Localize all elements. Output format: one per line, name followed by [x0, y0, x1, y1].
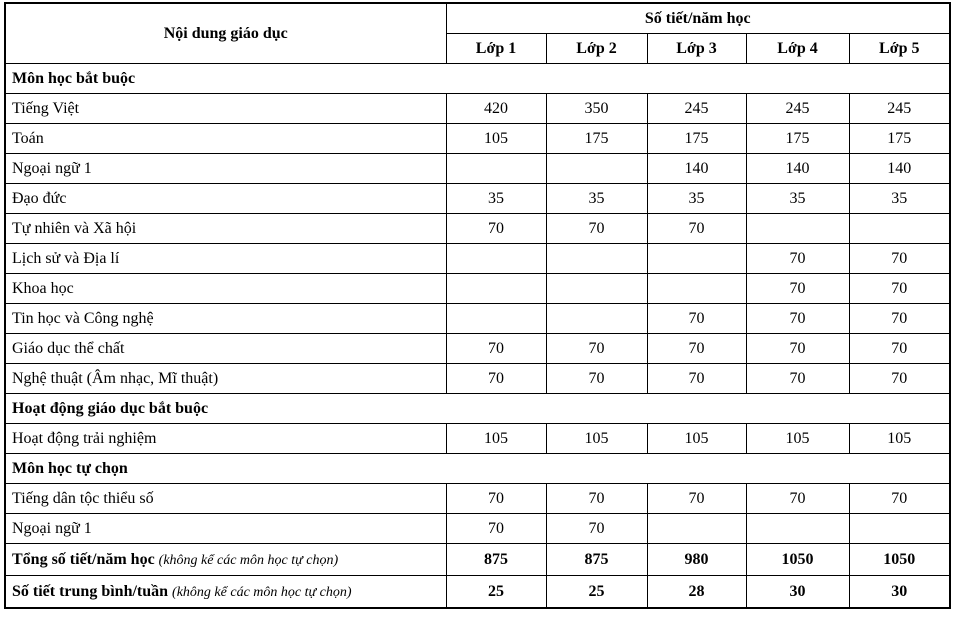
- cell-value: [746, 214, 849, 244]
- cell-value: [446, 304, 546, 334]
- total-year-row: [5, 544, 950, 576]
- cell-value: 70: [647, 484, 746, 514]
- cell-value: 350: [546, 94, 647, 124]
- subject-name: Lịch sử và Địa lí: [5, 244, 446, 274]
- total-year-note: (không kể các môn học tự chọn): [158, 552, 339, 568]
- cell-value: 70: [546, 484, 647, 514]
- subject-name: Khoa học: [5, 274, 446, 304]
- total-value: 875: [546, 544, 647, 576]
- table-row: [5, 124, 950, 154]
- subject-name: Tin học và Công nghệ: [5, 304, 446, 334]
- header-grade-3: Lớp 3: [647, 34, 746, 64]
- curriculum-table: [4, 2, 951, 609]
- cell-value: [546, 274, 647, 304]
- subject-name: Hoạt động trải nghiệm: [5, 424, 446, 454]
- table-row: [5, 424, 950, 454]
- cell-value: 35: [746, 184, 849, 214]
- cell-value: [647, 514, 746, 544]
- cell-value: 70: [647, 364, 746, 394]
- cell-value: 140: [647, 154, 746, 184]
- cell-value: 70: [546, 214, 647, 244]
- cell-value: 70: [746, 304, 849, 334]
- cell-value: 35: [546, 184, 647, 214]
- header-grade-2: Lớp 2: [546, 34, 647, 64]
- section-row: [5, 394, 950, 424]
- subject-name: Tiếng Việt: [5, 94, 446, 124]
- total-value: 25: [546, 576, 647, 609]
- header-grade-5: Lớp 5: [849, 34, 950, 64]
- header-grade-4: Lớp 4: [746, 34, 849, 64]
- table-row: [5, 304, 950, 334]
- total-value: 1050: [746, 544, 849, 576]
- cell-value: 70: [647, 304, 746, 334]
- total-value: 30: [746, 576, 849, 609]
- section-row: [5, 454, 950, 484]
- cell-value: 245: [647, 94, 746, 124]
- header-grade-1: Lớp 1: [446, 34, 546, 64]
- cell-value: 70: [849, 244, 950, 274]
- total-year-label: Tổng số tiết/năm học: [12, 550, 155, 568]
- total-week-label: Số tiết trung bình/tuần: [12, 582, 169, 600]
- total-value: 28: [647, 576, 746, 609]
- total-value: 30: [849, 576, 950, 609]
- header-periods: Số tiết/năm học: [446, 3, 950, 34]
- cell-value: [546, 304, 647, 334]
- cell-value: [546, 154, 647, 184]
- table-row: [5, 244, 950, 274]
- table-row: [5, 484, 950, 514]
- subject-name: Toán: [5, 124, 446, 154]
- cell-value: 70: [446, 514, 546, 544]
- cell-value: 105: [446, 124, 546, 154]
- section-elective-subjects: Môn học tự chọn: [5, 454, 950, 484]
- subject-name: Tự nhiên và Xã hội: [5, 214, 446, 244]
- table-row: [5, 364, 950, 394]
- cell-value: [849, 214, 950, 244]
- cell-value: 105: [546, 424, 647, 454]
- cell-value: [647, 274, 746, 304]
- total-value: 875: [446, 544, 546, 576]
- cell-value: 70: [546, 334, 647, 364]
- total-year-label-cell: [5, 544, 446, 576]
- cell-value: 245: [746, 94, 849, 124]
- cell-value: 140: [746, 154, 849, 184]
- cell-value: [849, 514, 950, 544]
- cell-value: 35: [849, 184, 950, 214]
- cell-value: 105: [849, 424, 950, 454]
- cell-value: 70: [746, 364, 849, 394]
- cell-value: 35: [647, 184, 746, 214]
- cell-value: 70: [746, 334, 849, 364]
- cell-value: 70: [746, 484, 849, 514]
- table-row: [5, 514, 950, 544]
- cell-value: 175: [746, 124, 849, 154]
- subject-name: Giáo dục thể chất: [5, 334, 446, 364]
- total-week-note: (không kể các môn học tự chọn): [172, 584, 352, 600]
- cell-value: 70: [849, 274, 950, 304]
- cell-value: [446, 154, 546, 184]
- cell-value: 70: [446, 484, 546, 514]
- cell-value: 70: [446, 214, 546, 244]
- section-row: [5, 64, 950, 94]
- cell-value: 105: [446, 424, 546, 454]
- cell-value: [746, 514, 849, 544]
- cell-value: 70: [849, 484, 950, 514]
- table-row: [5, 334, 950, 364]
- header-content: Nội dung giáo dục: [5, 3, 446, 64]
- total-value: 980: [647, 544, 746, 576]
- cell-value: 70: [849, 334, 950, 364]
- cell-value: 70: [647, 214, 746, 244]
- cell-value: 105: [746, 424, 849, 454]
- cell-value: 70: [446, 334, 546, 364]
- total-week-label-cell: [5, 576, 446, 609]
- cell-value: [647, 244, 746, 274]
- table-row: [5, 214, 950, 244]
- cell-value: [446, 274, 546, 304]
- table-row: [5, 184, 950, 214]
- subject-name: Ngoại ngữ 1: [5, 154, 446, 184]
- cell-value: 70: [546, 364, 647, 394]
- cell-value: [546, 244, 647, 274]
- table-row: [5, 154, 950, 184]
- total-value: 1050: [849, 544, 950, 576]
- cell-value: 70: [849, 364, 950, 394]
- section-required-subjects: Môn học bắt buộc: [5, 64, 950, 94]
- cell-value: [446, 244, 546, 274]
- subject-name: Nghệ thuật (Âm nhạc, Mĩ thuật): [5, 364, 446, 394]
- table-row: [5, 94, 950, 124]
- subject-name: Ngoại ngữ 1: [5, 514, 446, 544]
- cell-value: 175: [546, 124, 647, 154]
- cell-value: 175: [849, 124, 950, 154]
- table-row: [5, 274, 950, 304]
- subject-name: Tiếng dân tộc thiểu số: [5, 484, 446, 514]
- section-required-activities: Hoạt động giáo dục bắt buộc: [5, 394, 950, 424]
- cell-value: 105: [647, 424, 746, 454]
- cell-value: 70: [746, 274, 849, 304]
- cell-value: 420: [446, 94, 546, 124]
- cell-value: 70: [446, 364, 546, 394]
- total-week-row: [5, 576, 950, 609]
- total-value: 25: [446, 576, 546, 609]
- cell-value: 70: [849, 304, 950, 334]
- cell-value: 35: [446, 184, 546, 214]
- cell-value: 245: [849, 94, 950, 124]
- cell-value: 70: [647, 334, 746, 364]
- cell-value: 70: [546, 514, 647, 544]
- cell-value: 175: [647, 124, 746, 154]
- cell-value: 140: [849, 154, 950, 184]
- subject-name: Đạo đức: [5, 184, 446, 214]
- cell-value: 70: [746, 244, 849, 274]
